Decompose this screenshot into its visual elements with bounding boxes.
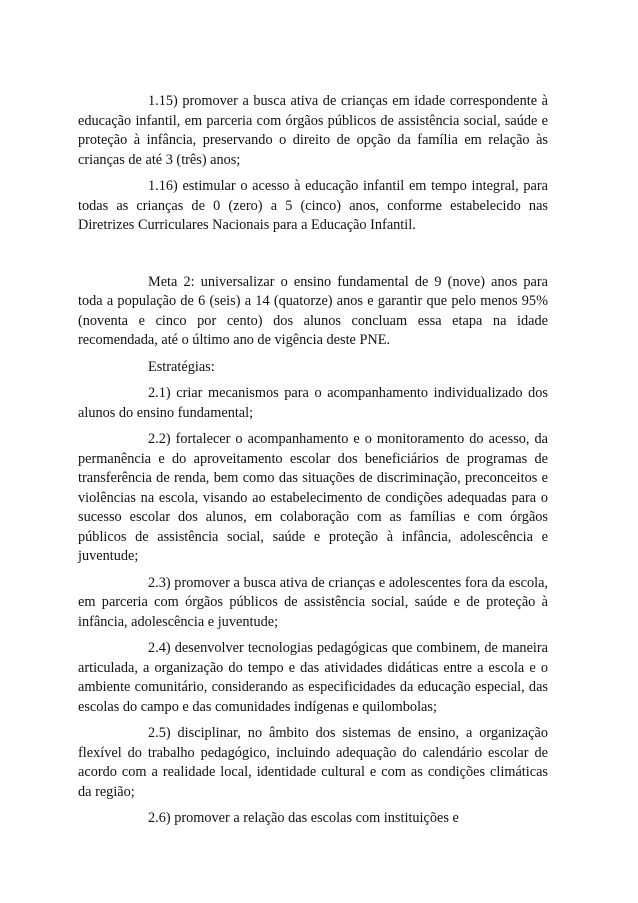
strategy-2-4: 2.4) desenvolver tecnologias pedagógicas que combinem, de maneira articulada, a organização do tempo e das atividades didáticas entre a escola e o ambiente comunitário, considerando as especificidades da educação especial, das escolas do campo e das comunidades indígenas e quilombolas; [78,640,548,715]
section-gap [78,243,548,273]
strategy-2-2: 2.2) fortalecer o acompanhamento e o monitoramento do acesso, da permanência e do aproveitamento escolar dos beneficiários de programas de transferência de renda, bem como das situações de discriminação, preconceitos e violências na escola, visando ao estabelecimento de condições adequadas para o sucesso escolar dos alunos, em colaboração com as famílias e com órgãos públicos de assistência social, saúde e proteção à infância, adolescência e juventude; [78,431,548,564]
strategy-2-1: 2.1) criar mecanismos para o acompanhamento individualizado dos alunos do ensino fundamental; [78,385,548,421]
strategy-2-3: 2.3) promover a busca ativa de crianças e adolescentes fora da escola, em parceria com órgãos públicos de assistência social, saúde e de proteção à infância, adolescência e juventude; [78,574,548,630]
strategy-1-16: 1.16) estimular o acesso à educação infantil em tempo integral, para todas as crianças de 0 (zero) a 5 (cinco) anos, conforme estabelecido nas Diretrizes Curriculares Nacionais para a Educação Infantil. [78,178,548,233]
strategy-2-5: 2.5) disciplinar, no âmbito dos sistemas de ensino, a organização flexível do trabalho pedagógico, incluindo adequação do calendário escolar de acordo com a realidade local, identidade cultural e com as condições climáticas da região; [78,725,548,800]
strategy-1-15: 1.15) promover a busca ativa de crianças em idade correspondente à educação infantil, em parceria com órgãos públicos de assistência social, saúde e proteção à infância, preservando o direito de opção da família em relação às crianças de até 3 (três) anos; [78,93,548,168]
strategy-2-6: 2.6) promover a relação das escolas com instituições e [148,810,459,826]
meta-2-paragraph: Meta 2: universalizar o ensino fundamental de 9 (nove) anos para toda a população de 6 (seis) a 14 (quatorze) anos e garantir que pelo menos 95% (noventa e cinco por cento) dos alunos concluam essa etapa na idade recomendada, até o último ano de vigência deste PNE. [78,273,548,348]
estrategias-heading: Estratégias: [148,358,215,375]
document-page [78,92,548,829]
